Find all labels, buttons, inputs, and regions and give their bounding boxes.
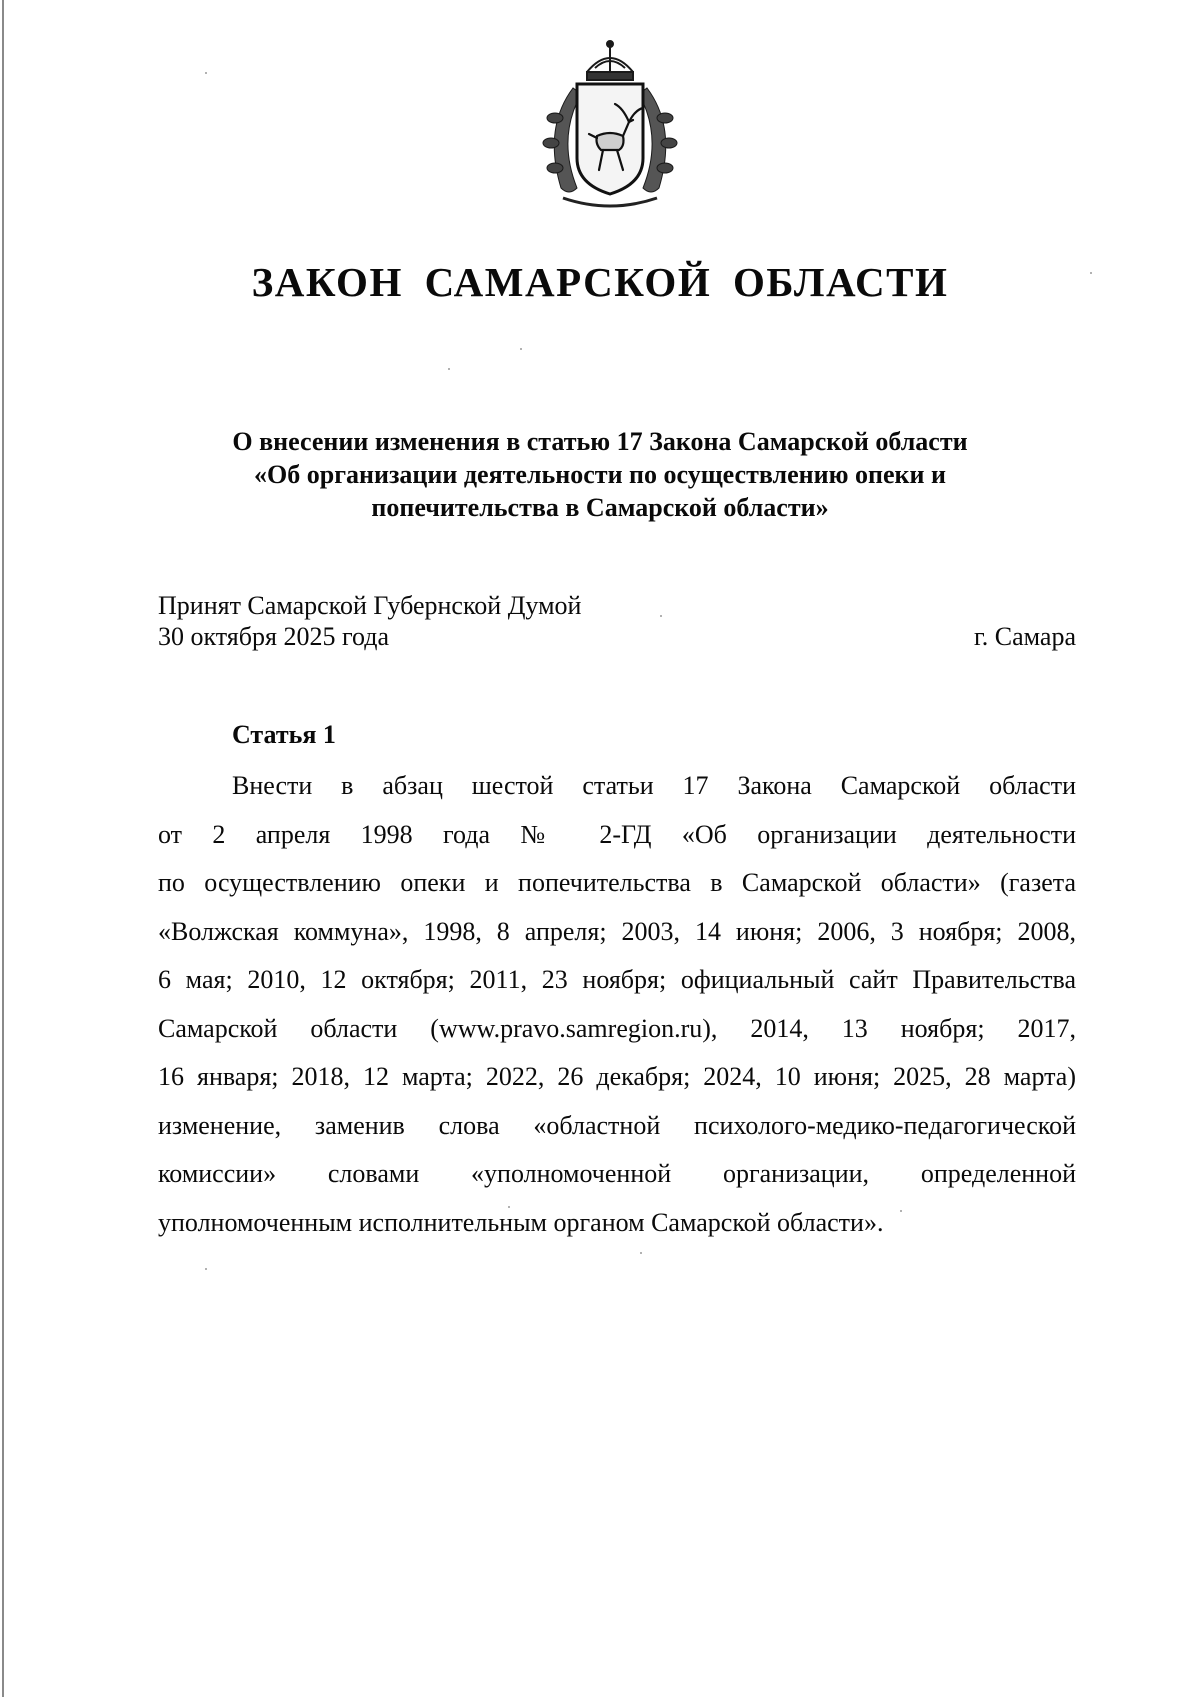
subtitle-line: попечительства в Самарской области»: [371, 493, 829, 522]
article-line: от 2 апреля 1998 года № 2-ГД «Об организации деятельности: [158, 819, 1076, 849]
crown-icon: [587, 41, 633, 80]
adoption-row: [158, 621, 1076, 652]
adopted-by: Принят Самарской Губернской Думой: [158, 591, 582, 620]
scan-speck: [205, 72, 207, 74]
adoption-city: г. Самара: [974, 622, 1076, 651]
scan-speck: [520, 348, 522, 350]
article-line: 6 мая; 2010, 12 октября; 2011, 23 ноября; официальный сайт Правительства: [158, 965, 1076, 994]
adoption-info: [158, 590, 1076, 652]
article-line: Самарской области (www.pravo.samregion.ru), 2014, 13 ноября; 2017,: [158, 1013, 1076, 1043]
article-line: 16 января; 2018, 12 марта; 2022, 26 декабря; 2024, 10 июня; 2025, 28 марта): [158, 1062, 1076, 1091]
adoption-date: 30 октября 2025 года: [158, 622, 389, 651]
law-subtitle: [150, 425, 1050, 524]
scan-page-edge: [2, 0, 4, 1697]
coat-of-arms-emblem: [525, 38, 695, 213]
article-line: по осуществлению опеки и попечительства в Самарской области» (газета: [158, 868, 1076, 897]
scan-speck: [640, 1252, 642, 1254]
article-body: [158, 762, 1076, 1247]
scan-speck: [205, 1268, 207, 1270]
article-line: «Волжская коммуна», 1998, 8 апреля; 2003, 14 июня; 2006, 3 ноября; 2008,: [158, 916, 1076, 946]
ribbon-icon: [563, 198, 657, 206]
article-line: Внести в абзац шестой статьи 17 Закона Самарской области: [232, 771, 1076, 800]
article-line: комиссии» словами «уполномоченной организации, определенной: [158, 1159, 1076, 1188]
article-line: уполномоченным исполнительным органом Самарской области».: [158, 1207, 884, 1237]
article-line: изменение, заменив слова «областной психолого-медико-педагогической: [158, 1110, 1076, 1140]
document-title: ЗАКОН САМАРСКОЙ ОБЛАСТИ: [251, 259, 949, 305]
scan-speck: [448, 368, 450, 370]
subtitle-line: О внесении изменения в статью 17 Закона Самарской области: [232, 427, 968, 456]
article-heading: Статья 1: [232, 720, 336, 749]
subtitle-line: «Об организации деятельности по осуществлению опеки и: [254, 460, 946, 489]
